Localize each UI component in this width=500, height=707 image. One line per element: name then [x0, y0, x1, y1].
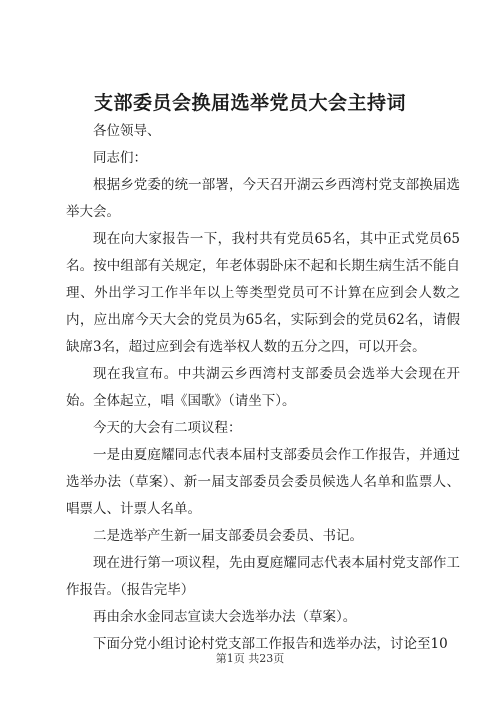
document-title: 支部委员会换届选举党员大会主持词	[93, 92, 406, 114]
paragraph: 现在我宣布。中共湖云乡西湾村支部委员会选举大会现在开始。全体起立，唱《国歌》（请坐下）。	[66, 366, 460, 409]
paragraph: 现在进行第一项议程，先由夏庭耀同志代表本届村党支部作工作报告。（报告完毕）	[66, 555, 460, 598]
paragraph: 现在向大家报告一下，我村共有党员65名，其中正式党员65名。按中组部有关规定，年老体弱卧床不起和长期生病生活不能自理、外出学习工作半年以上等类型党员可不计算在应到会人数之内，应出席今天大会的党员为65名，实际到会的党员62名，请假缺席3名，超过应到会有选举权人数的五分之四，可以开会。	[66, 231, 460, 355]
paragraph: 今天的大会有二项议程：	[93, 420, 242, 436]
paragraph: 同志们：	[93, 150, 147, 166]
paragraph: 下面分党小组讨论村党支部工作报告和选举办法，讨论至10	[93, 636, 448, 652]
paragraph: 一是由夏庭耀同志代表本届村支部委员会作工作报告，并通过选举办法（草案）、新一届支部委员会委员候选人名单和监票人、唱票人、计票人名单。	[66, 447, 460, 517]
page-footer: 第1页 共23页	[215, 652, 285, 665]
paragraph: 各位领导、	[93, 123, 161, 139]
paragraph: 二是选举产生新一届支部委员会委员、书记。	[93, 528, 363, 544]
paragraph: 根据乡党委的统一部署，今天召开湖云乡西湾村党支部换届选举大会。	[66, 177, 460, 220]
document-body	[66, 118, 460, 658]
paragraph: 再由余水金同志宣读大会选举办法（草案）。	[93, 609, 357, 625]
